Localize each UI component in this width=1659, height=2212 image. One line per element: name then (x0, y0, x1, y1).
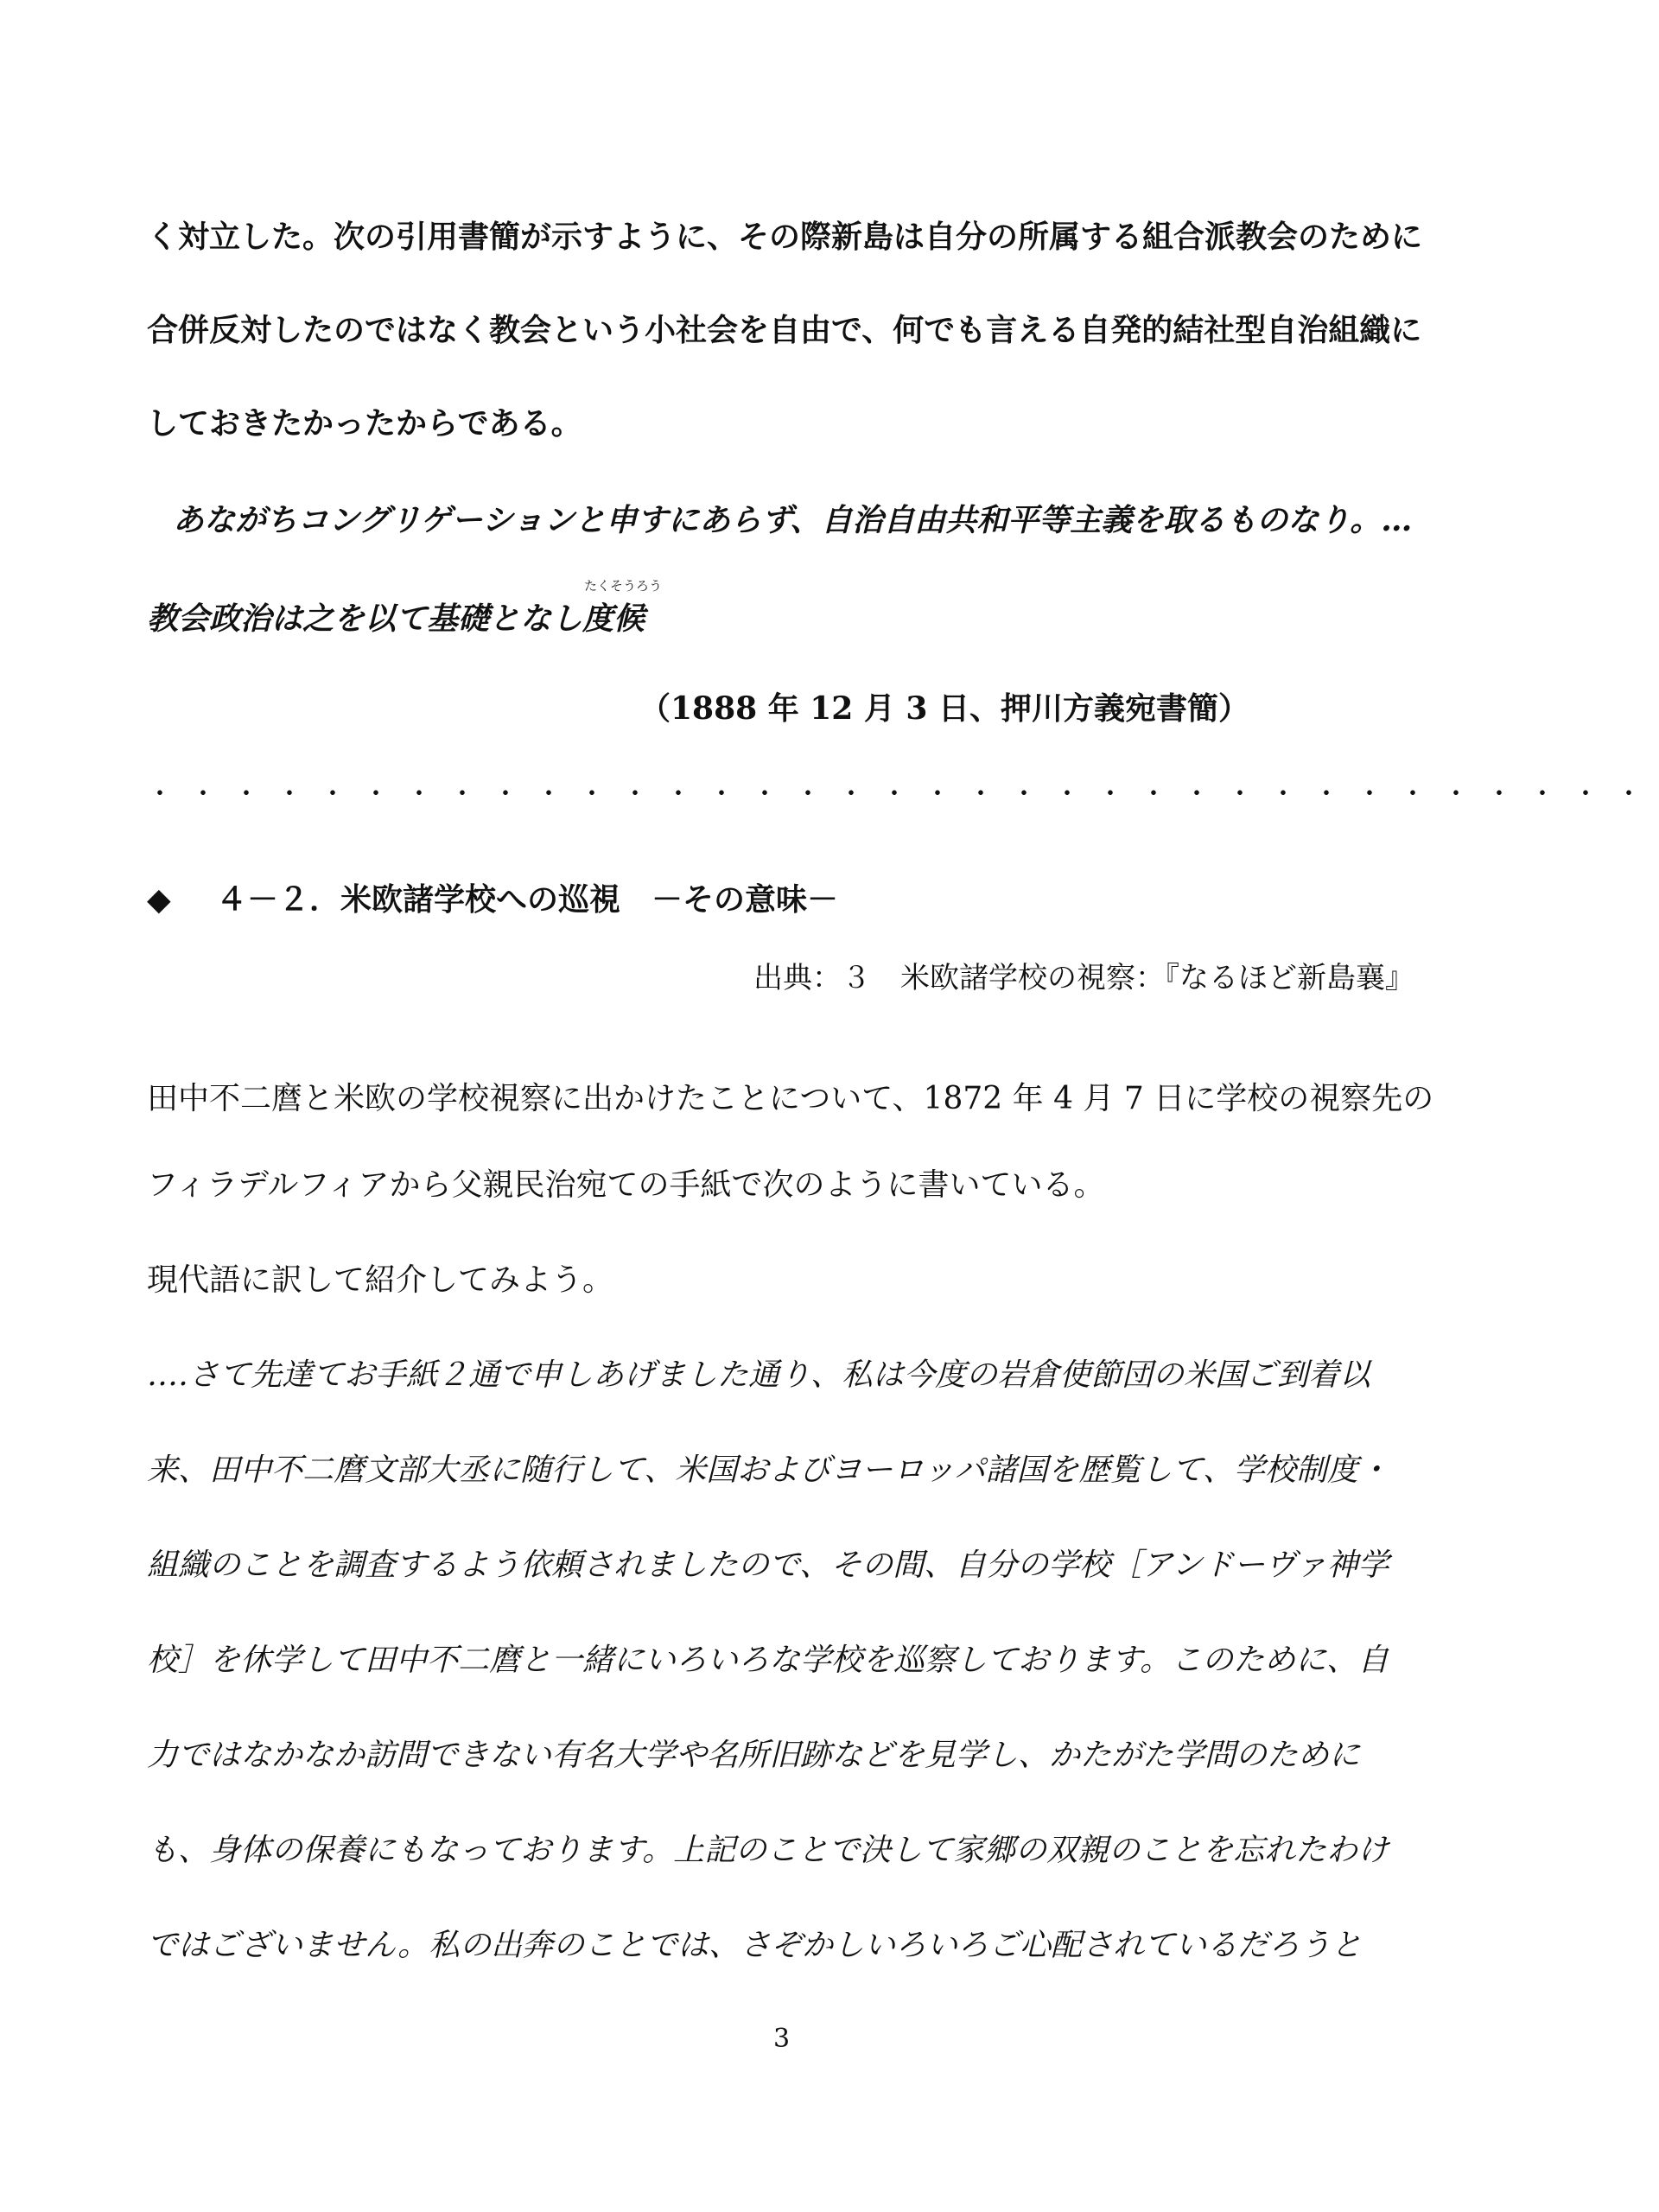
section-source: 出典：３ 米欧諸学校の視察：『なるほど新島襄』 (753, 961, 1414, 995)
dotted-separator: ・・・・・・・・・・・・・・・・・・・・・・・・・・・・・・・・・・・ (147, 779, 1659, 810)
paragraph-line: 合併反対したのではなく教会という小社会を自由で、何でも言える自発的結社型自治組織に (147, 312, 1422, 348)
section-title: ４－２．米欧諸学校への巡視 －その意味－ (216, 882, 839, 918)
quote-line-2 (147, 578, 1417, 639)
diamond-bullet-icon: ◆ (147, 882, 171, 918)
letter-line: ではございません。私の出奔のことでは、さぞかしいろいろご心配されているだろうと (147, 1928, 1363, 1963)
letter-line: 校］を休学して田中不二麿と一緒にいろいろな学校を巡察しております。このために、自 (147, 1643, 1389, 1678)
ruby-reading: たくそうろう (584, 578, 663, 594)
quote-line: あながちコングリゲーションと申すにあらず、自治自由共和平等主義を取るものなり。… (173, 502, 1413, 538)
letter-line: も、身体の保養にもなっております。上記のことで決して家郷の双親のことを忘れたわけ (147, 1833, 1389, 1868)
paragraph-line: 田中不二麿と米欧の学校視察に出かけたことについて、1872 年 4 月 7 日に学校の視察先の (147, 1081, 1434, 1116)
paragraph-line: 現代語に訳して紹介してみよう。 (147, 1262, 614, 1298)
paragraph-line: しておきたかったからである。 (147, 405, 582, 442)
letter-line: 来、田中不二麿文部大丞に随行して、米国およびヨーロッパ諸国を歴覧して、学校制度・ (147, 1452, 1389, 1488)
section-heading (147, 880, 838, 921)
letter-line: 組織のことを調査するよう依頼されましたので、その間、自分の学校［アンドーヴァ神学 (147, 1548, 1389, 1583)
page-number: 3 (772, 2024, 791, 2054)
paragraph-line: く対立した。次の引用書簡が示すように、その際新島は自分の所属する組合派教会のために (147, 219, 1423, 255)
quote-line-prefix: 教会政治は之を以て基礎となし (147, 601, 583, 637)
letter-line: ‥‥さて先達てお手紙２通で申しあげました通り、私は今度の岩倉使節団の米国ご到着以 (147, 1357, 1371, 1393)
paragraph-line: フィラデルフィアから父親民治宛ての手紙で次のように書いている。 (147, 1167, 1105, 1203)
quote-citation: （1888 年 12 月 3 日、押川方義宛書簡） (639, 690, 1250, 727)
letter-line: 力ではなかなか訪問できない有名大学や名所旧跡などを見学し、かたがた学問のために (147, 1738, 1361, 1773)
ruby-word (582, 578, 663, 639)
ruby-base: 度候 (582, 601, 645, 637)
